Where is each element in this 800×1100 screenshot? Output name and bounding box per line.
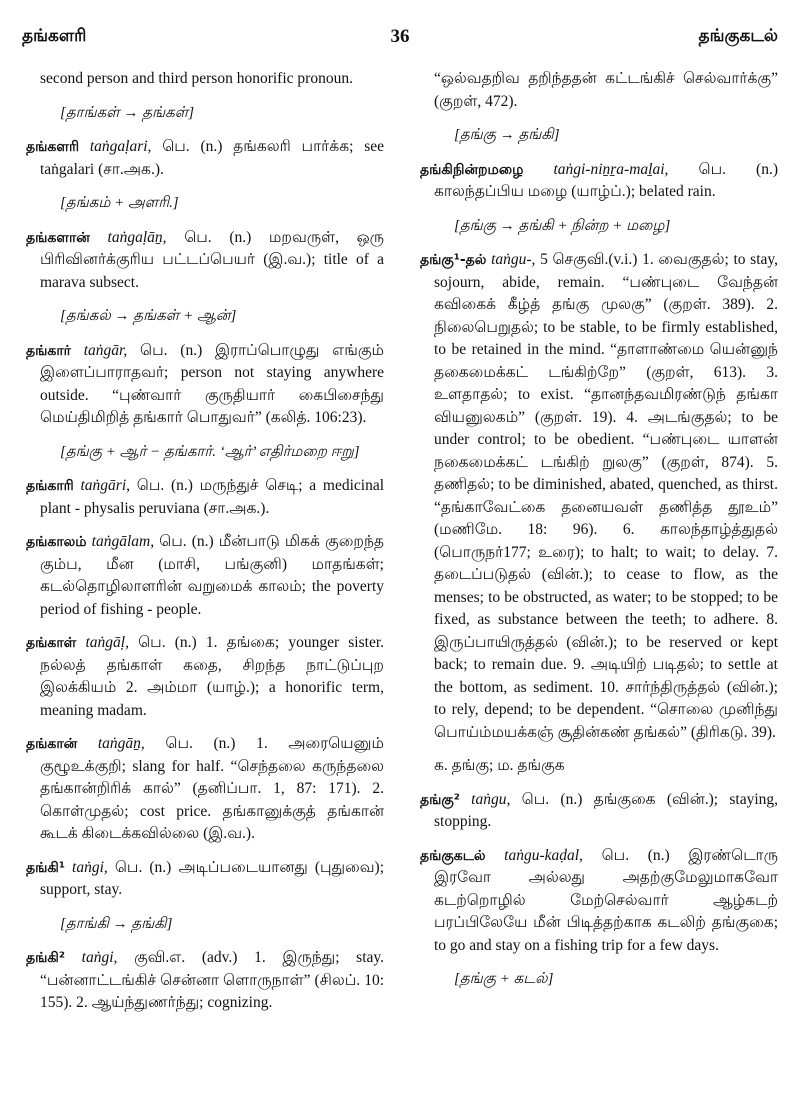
- transliteration: taṅgi-niṉṟa-maḻai,: [553, 160, 669, 178]
- definition: குவி.எ. (adv.) 1. இருந்து; stay. “பன்னாட்டங்கிச் சென்னா ளொருநாள்” (சிலப். 10: 155). 2. ஆய்ந்துணர்ந்து; cognizing.: [40, 949, 384, 1011]
- definition: பெ. (n.) அடிப்படையானது (புதுவை); support, stay.: [40, 858, 384, 898]
- transliteration: taṅgaḷāṉ,: [107, 228, 167, 246]
- headword: தங்கான்: [26, 736, 78, 752]
- right-column: [420, 68, 778, 1003]
- headword: தங்காள்: [26, 635, 77, 651]
- dictionary-entry: [420, 249, 778, 744]
- dictionary-entry: [26, 947, 384, 1015]
- running-head-left: தங்களரி: [22, 26, 87, 46]
- headword: தங்குகடல்: [420, 847, 486, 864]
- definition: பெ. (n.) தங்குகை (வின்.); staying, stopping.: [434, 790, 779, 830]
- dictionary-entry: [26, 531, 384, 621]
- entry-continuation: க. தங்கு; ம. தங்குக: [434, 757, 565, 774]
- transliteration: taṅgu-kaḍal,: [504, 846, 583, 864]
- etymology: [தங்கல் → தங்கள் + ஆன்]: [60, 308, 237, 324]
- etymology: [தங்கு + கடல்]: [454, 971, 554, 987]
- running-head-right: தங்குகடல்: [698, 26, 778, 46]
- transliteration: taṅgār,: [83, 341, 128, 359]
- transliteration: taṅgi,: [72, 858, 108, 876]
- headword: தங்கார்: [26, 342, 71, 359]
- etymology: [தங்கம் + அளரி.]: [60, 195, 179, 211]
- transliteration: taṅgāri,: [80, 477, 131, 494]
- transliteration: taṅgu,: [471, 790, 511, 808]
- dictionary-entry: [26, 340, 384, 430]
- headword: தங்களான்: [26, 229, 90, 246]
- dictionary-entry: [26, 632, 384, 722]
- definition: பெ. (n.) மீன்பாடு மிகக் குறைந்த கும்ப, மீன (மாசி, பங்குனி) மாதங்கள்; கடல்தொழிலாளரின் வறுமைக் காலம்; the poverty period of fishing - people.: [40, 533, 385, 618]
- headword: தங்கு¹-தல்: [420, 252, 487, 268]
- page-number: 36: [390, 26, 410, 47]
- dictionary-entry: [420, 845, 778, 958]
- headword: தங்காலம்: [26, 534, 87, 550]
- dictionary-entry: [420, 789, 778, 834]
- entry-continuation: “ஒல்வதறிவ தறிந்ததன் கட்டங்கிச் செல்வார்க்கு” (குறள், 472).: [434, 70, 778, 110]
- dictionary-entry: [26, 227, 384, 295]
- definition: பெ. (n.) 1. அரையெனும் குழூஉக்குறி; slang for half. “செந்தலை கருந்தலை தங்கான்றிரிக் கால்” (தனிப்பா. 1, 87: 171). 2. கொள்முதல்; cost price. தங்கானுக்குத் தங்கான் கூடக் கிடைக்கவில்லை (இ.வ.).: [40, 735, 385, 842]
- etymology: [தங்கு → தங்கி + நின்ற + மழை]: [454, 217, 671, 234]
- entry-continuation: second person and third person honorific pronoun.: [40, 70, 353, 87]
- definition: பெ. (n.) 1. தங்கை; younger sister. நல்லத் தங்காள் கதை, சிறந்த நாட்டுப்புற இலக்கியம் 2. அம்மா (யாழ்.); a honorific term, meaning madam.: [40, 634, 385, 719]
- headword: தங்கி¹: [26, 859, 65, 876]
- definition: பெ. (n.) மறவருள், ஒரு பிரிவினர்க்குரிய பட்டப்பெயர் (இ.வ.); title of a marava subsect.: [40, 228, 385, 291]
- left-column: [26, 68, 384, 1026]
- transliteration: taṅgu-,: [491, 251, 536, 268]
- etymology: [தாங்கி → தங்கி]: [60, 915, 173, 932]
- dictionary-entry: [26, 136, 384, 181]
- definition: பெ. (n.) இரண்டொரு இரவோ அல்லது அதற்குமேலுமாகவோ கடற்றொழில் மேற்செல்வார் ஆழ்கடற் பரப்பிலேயே மீன் பிடித்தற்காக கடலிற் தங்குகை; to go and stay on a fishing trip for a few days.: [434, 846, 779, 954]
- headword: தங்கிநின்றமழை: [420, 161, 524, 178]
- dictionary-entry: [26, 857, 384, 902]
- dictionary-entry: [26, 475, 384, 520]
- headword: தங்களரி: [26, 139, 80, 155]
- headword: தங்கி²: [26, 950, 65, 966]
- definition: பெ. (n.) இராப்பொழுது எங்கும் இளைப்பாராதவர்; person not staying anywhere outside. “புண்வார் குருதியார் கைபிசைந்து மெய்திமிறித் தங்கார் பொதுவர்” (கலித். 106:23).: [40, 341, 385, 426]
- transliteration: taṅgālam,: [91, 533, 155, 550]
- transliteration: taṅgāṉ,: [97, 735, 145, 752]
- transliteration: taṅgaḷari,: [89, 138, 152, 155]
- headword: தங்காரி: [26, 478, 74, 494]
- etymology: [தாங்கள் → தங்கள்]: [60, 104, 195, 121]
- dictionary-entry: [420, 159, 778, 204]
- definition: பெ. (n.) மருந்துச் செடி; a medicinal plant - physalis peruviana (சா.அக.).: [40, 477, 385, 517]
- transliteration: taṅgi,: [81, 949, 118, 966]
- dictionary-entry: [26, 733, 384, 846]
- definition: பெ. (n.) காலந்தப்பிய மழை (யாழ்ப்.); belated rain.: [434, 160, 779, 200]
- definition: 5 செகுவி.(v.i.) 1. வைகுதல்; to stay, sojourn, abide, remain. “பண்புடை வேந்தன் கவிகைக் கீழ்த் தங்கு முலகு” (குறள். 389). 2. நிலைபெறுதல்; to be stable, to be firmly established, to be retained in the mind. “தாளாண்மை யென்னுந் தகைமைக்கட் டங்கிற்றே” (குறள், 613). 3. உளதாதல்; to exist. “தானந்தவமிரண்டுந் தங்கா வியனுலகம்” (குறள். 19). 4. அடங்குதல்; to be under control; to be obedient. “பண்புடை யாளன் நகைமைக்கட் டங்கிற் றுலகு” (குறள், 874). 5. தணிதல்; to be diminished, abated, quenched, as thirst. “தங்காவேட்கை தனையவள் தணித்த தூஉம்” (மணிமே. 18: 96). 6. காலந்தாழ்த்துதல் (பொருநர்177; உரை); to halt; to wait; to delay. 7. தடைப்படுதல் (வின்.); to cease to flow, as the menses; to be obstructed, as water; to be stopped; to be fixed, as substance between the teeth; to adhere. 8. இருப்பாயிருத்தல் (வின்.); to be reserved or kept back; to remain due. 9. அடியிற் படிதல்; to settle at the bottom, as sediment. 10. சார்ந்திருத்தல் (வின்.); to rely, depend; to be dependent. “சொலை முனிந்து பொய்ம்மயக்கஞ் சூதின்கண் தங்கல்” (திரிகடு. 39).: [434, 251, 779, 741]
- definition: பெ. (n.) தங்கலரி பார்க்க; see taṅgalari (சா.அக.).: [40, 138, 384, 178]
- etymology: [தங்கு + ஆர் − தங்கார். ‘ஆர்’ எதிர்மறை ஈறு]: [60, 443, 360, 460]
- headword: தங்கு²: [420, 791, 460, 808]
- transliteration: taṅgāḷ,: [85, 634, 129, 651]
- etymology: [தங்கு → தங்கி]: [454, 127, 560, 143]
